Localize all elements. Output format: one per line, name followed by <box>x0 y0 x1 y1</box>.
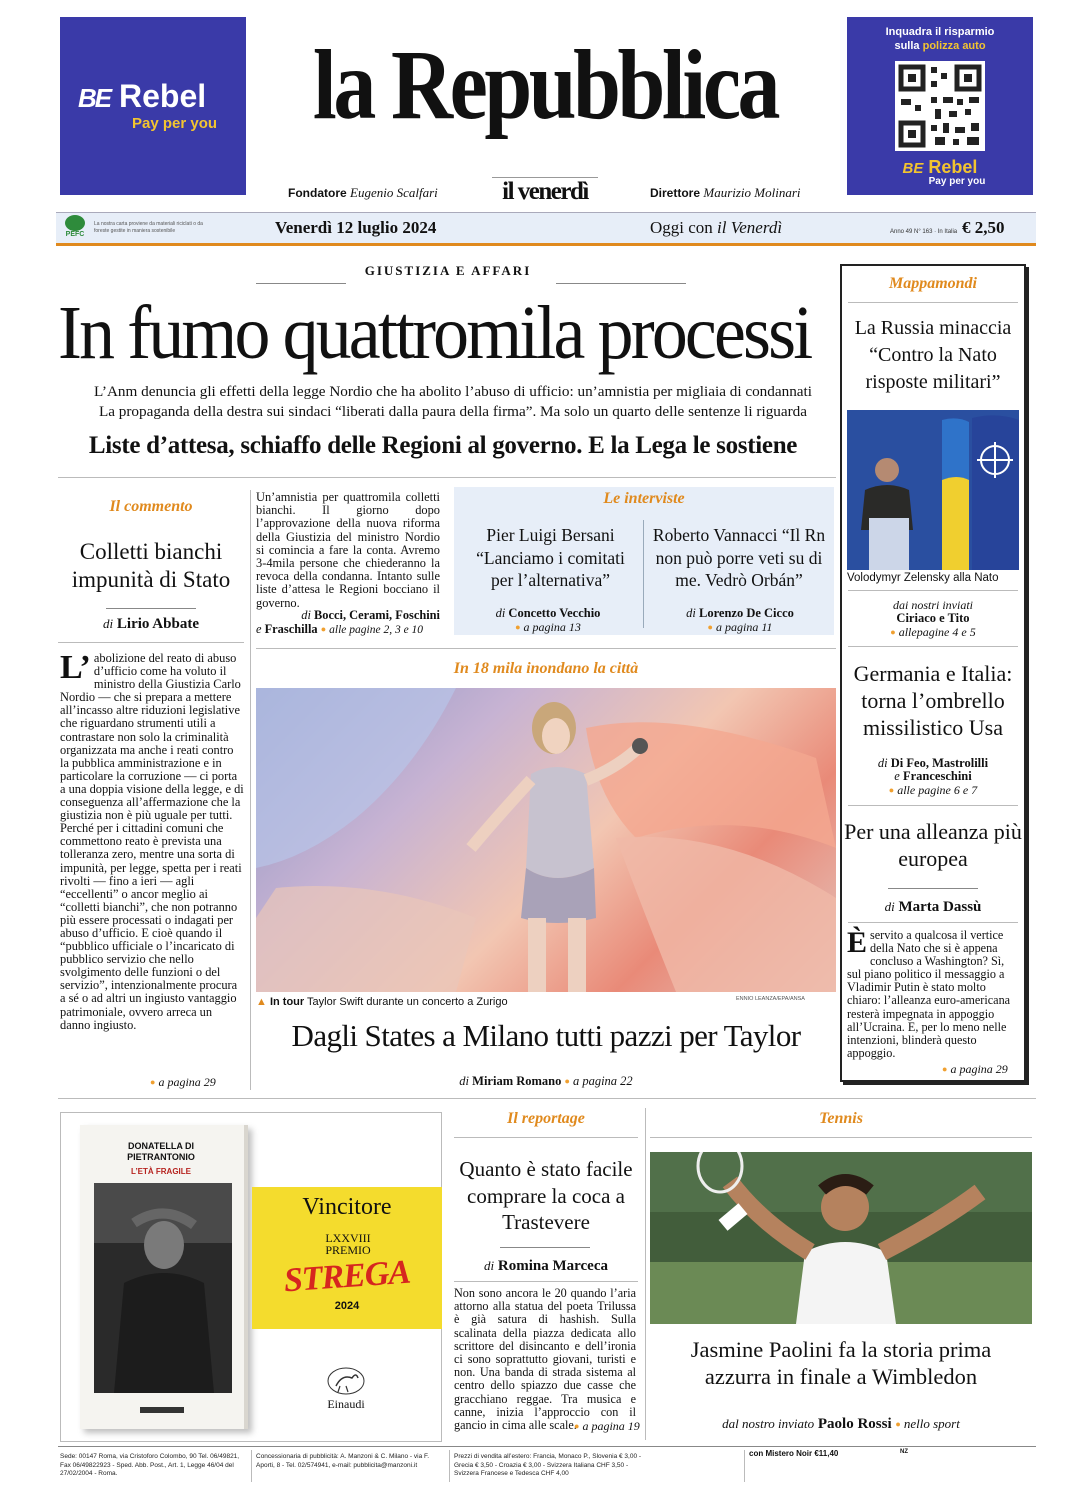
summary-by: di <box>301 608 311 622</box>
mappamondi-by-2: di <box>877 756 888 770</box>
summary-authors[interactable]: Bocci, Cerami, Foschini <box>314 608 440 622</box>
rebel-ad-right[interactable] <box>847 17 1033 195</box>
zelensky-photo[interactable] <box>847 410 1019 570</box>
reportage-page[interactable]: ● a pagina 19 <box>574 1419 640 1434</box>
taylor-page[interactable]: ● a pagina 22 <box>565 1074 633 1088</box>
mappamondi-pages-2[interactable]: ● alle pagine 6 e 7 <box>842 783 1024 798</box>
commento-body: L’ abolizione del reato di abuso d’ufficio come ha voluto il ministro della Giustizia Carlo Nordio — che si prepara a mettere all’incasso altre riduzioni legislative che riguardano strumenti utili a contrastare non solo la criminalità organizzata ma anche i reati contro la pubblica amministrazione e in particolare la corruzione — ci porta a una doppia visione della legge, e di conseguenza all’affermazione che la giustizia non è più uguale per tutti. Perché per i cittadini comuni che commettono reato è prevista una tolleranza zero, mentre una sorta di impunità, per legge, spetta per i reati rivolti — fino a ieri — agli “eccellenti” o ancor meglio ai “colletti bianchi”, che non potranno più essere processati o indagati per abuso d’ufficio. E cioè quando il “pubblico ufficiale o l’incaricato di pubblico servizio che nello svolgimento delle funzioni o del servizio”, intenzionalmente procura a sé o ad altri un ingiusto vantaggio patrimoniale, ovvero arreca un danno ingiusto. <box>60 649 244 1032</box>
reportage-author[interactable]: Romina Marceca <box>497 1258 608 1274</box>
mappamondi-headline[interactable]: La Russia minaccia “Contro la Nato risposte militari” <box>854 317 1012 393</box>
commento-by: di <box>103 616 114 631</box>
book-cover-photo <box>94 1183 232 1393</box>
lead-section-label: GIUSTIZIA E AFFARI <box>364 263 532 278</box>
commento-author[interactable]: Lirio Abbate <box>116 616 199 632</box>
book-title: L’ETÀ FRAGILE <box>131 1167 191 1176</box>
interviste-kicker: Le interviste <box>603 490 685 507</box>
taylor-caption: Taylor Swift durante un concerto a Zurigo <box>307 996 508 1008</box>
rebel-tagline: Pay per you <box>132 115 218 132</box>
interview-left-by: di <box>495 606 506 620</box>
director-name: Maurizio Molinari <box>703 185 801 200</box>
masthead-title: la Repubblica <box>312 29 778 140</box>
taylor-author[interactable]: Miriam Romano <box>472 1074 562 1088</box>
pefc-text: La nostra carta proviene da materiali riciclati o da foreste gestite in maniera sostenibile <box>94 221 203 234</box>
taylor-headline[interactable]: Dagli States a Milano tutti pazzi per Taylor <box>291 1018 801 1053</box>
reportage-by: di <box>484 1258 495 1273</box>
second-headline[interactable]: Liste d’attesa, schiaffo delle Regioni al governo. E la Lega le sostiene <box>88 432 798 459</box>
mappamondi-by-3: di <box>884 899 895 914</box>
rebel-tagline-small: Pay per you <box>928 176 986 187</box>
ad-line-2-highlight: polizza auto <box>922 40 986 52</box>
lead-deck-2: La propaganda della destra sui sindaci “liberati dalla paura della firma”. Ma solo un quarto delle sentenze li riguarda <box>98 403 808 420</box>
strega-winner: Vincitore <box>302 1194 392 1220</box>
rebel-brand: Rebel <box>119 78 207 114</box>
footer-concessionaria: Concessionaria di pubblicità: A. Manzoni & C. Milano - via F. Aporti, 8 - Tel. 02/574941, e-mail: pubblicita@manzoni.it <box>256 1453 430 1469</box>
tennis-author[interactable]: Paolo Rossi <box>817 1416 892 1432</box>
jasmine-paolini-photo[interactable] <box>650 1152 1032 1324</box>
price: € 2,50 <box>962 218 1005 237</box>
lead-headline[interactable]: In fumo quattromila processi <box>58 291 811 375</box>
interview-left-author[interactable]: Concetto Vecchio <box>508 606 601 620</box>
mappamondi-authors[interactable]: Ciriaco e Tito <box>896 611 970 625</box>
mappamondi-page-3[interactable]: ● a pagina 29 <box>942 1062 1008 1077</box>
mappamondi-pages[interactable]: ● allepagine 4 e 5 <box>842 625 1024 640</box>
reportage-kicker: Il reportage <box>507 1110 585 1127</box>
taylor-caption-label: In tour <box>269 996 305 1008</box>
rebel-brand-small: Rebel <box>928 157 978 177</box>
mappamondi-authors-2[interactable]: Di Feo, Mastrolilli <box>890 756 989 770</box>
interview-right-by: di <box>686 606 696 620</box>
mappamondi-author-3[interactable]: Marta Dassù <box>898 899 982 915</box>
footer-prezzi: Prezzi di vendita all’estero: Francia, Monaco P., Slovenia € 3,00 - Grecia € 3,50 - Croazia € 3,00 - Svizzera Italiana CHF 3,50 - Svizzera Francese e Tedesca CHF 4,00 <box>454 1453 642 1477</box>
tennis-by: dal nostro inviato <box>722 1416 815 1431</box>
mappamondi-authors-2b-prefix: e <box>894 769 900 783</box>
interview-right-quote[interactable]: Roberto Vannacci “Il Rn non può porre veti su di me. Vedrò Orbán” <box>652 525 826 590</box>
strega-edition: LXXVIII PREMIO <box>325 1231 371 1257</box>
commento-dropcap: L’ <box>60 649 91 686</box>
taylor-swift-photo[interactable] <box>256 688 836 992</box>
summary-authors2[interactable]: Fraschilla <box>264 622 318 636</box>
commento-page[interactable]: ● a pagina 29 <box>150 1075 216 1090</box>
einaudi-ostrich-icon <box>326 1366 366 1396</box>
strega-year: 2024 <box>334 1300 360 1312</box>
founder-label: Fondatore <box>288 186 347 200</box>
ad-line-1: Inquadra il risparmio <box>885 26 995 38</box>
mappamondi-dropcap: È <box>847 926 868 959</box>
interview-left-page[interactable]: ● a pagina 13 <box>458 620 638 635</box>
taylor-kicker: In 18 mila inondano la città <box>453 660 639 677</box>
venerdi-insert-logo[interactable]: il venerdì <box>492 177 598 206</box>
pefc-logo: PEFC <box>60 215 90 243</box>
footer-sede: Sede: 00147 Roma, via Cristoforo Colombo, 90 Tel. 06/49821, Fax 06/49822923 - Sped. Abb. Post., Art. 1, Legge 46/04 del 27/02/2004 - Roma. <box>60 1453 240 1477</box>
reportage-headline[interactable]: Quanto è stato facile comprare la coca a Trastevere <box>459 1157 633 1234</box>
lead-summary: Un’amnistia per quattromila colletti bianchi. Il giorno dopo l’approvazione della nuova riforma della Giustizia del ministro Nordio si comincia a fare la conta. Avremo 3-4mila persone che chiederanno la revoca della condanna. Intanto sulle liste d’attesa le Regioni bocciano il governo. <box>256 490 440 610</box>
mappamondi-authors-2b[interactable]: Franceschini <box>902 769 972 783</box>
commento-kicker: Il commento <box>109 498 193 515</box>
founder-name: Eugenio Scalfari <box>350 185 438 200</box>
book-cover[interactable] <box>80 1125 248 1429</box>
reportage-body: Non sono ancora le 20 quando l’aria attorno alla statua del poeta Trilussa è già satura di hashish. Sulla scalinata della piazza dedicata allo scrittore del disincanto e dell’ironia ci sono soprattutto giovani, turisti e non. Una banda di strada sistema al centro dello spiazzo due casse che gracchiano reggae. Tra musica e canne, inizia l’approccio con il gancio in cima alle scale. <box>454 1286 636 1433</box>
mappamondi-by-label: dai nostri inviati <box>892 598 973 612</box>
book-author: DONATELLA DI PIETRANTONIO <box>127 1141 195 1162</box>
director-label: Direttore <box>650 186 701 200</box>
issue-date: Venerdì 12 luglio 2024 <box>275 218 437 237</box>
issue-info: Anno 49 N° 163 · In Italia <box>890 229 958 235</box>
mappamondi-body-3: È servito a qualcosa il vertice della Nato che si è appena concluso a Washington? Sì, sul piano politico il messaggio a Vladimir Putin è stato molto chiaro: l’alleanza euro-americana resterà impegnata in appoggio all’Ucraina. E, per lo meno nelle intenzioni, blinderà questo appoggio. <box>847 926 1011 1060</box>
interview-right-page[interactable]: ● a pagina 11 <box>648 620 832 635</box>
mappamondi-headline-3[interactable]: Per una alleanza più europea <box>844 819 1022 871</box>
tennis-page[interactable]: ● nello sport <box>895 1416 959 1431</box>
interview-right-author[interactable]: Lorenzo De Cicco <box>698 606 794 620</box>
tennis-kicker: Tennis <box>819 1110 863 1127</box>
rebel-ad-left[interactable] <box>60 17 246 195</box>
strega-prize: STREGA <box>282 1253 412 1300</box>
taylor-by: di <box>459 1074 470 1088</box>
rebel-logo-mark: BE <box>78 83 111 113</box>
commento-headline[interactable]: Colletti bianchi impunità di Stato <box>71 539 231 592</box>
footer-code: NZ <box>900 1449 908 1455</box>
einaudi-publisher: Einaudi <box>327 1397 365 1411</box>
today-with-prefix: Oggi con <box>650 218 713 237</box>
taylor-photo-credit: ENNIO LEANZA/EPA/ANSA <box>736 996 805 1002</box>
qr-code-icon[interactable] <box>895 61 985 151</box>
summary-pages[interactable]: ● alle pagine 2, 3 e 10 <box>321 624 423 636</box>
caption-triangle-icon: ▲ <box>256 996 267 1008</box>
lead-deck-1: L’Anm denuncia gli effetti della legge Nordio che ha abolito l’abuso di ufficio: un’amnistia per migliaia di condannati <box>94 383 812 400</box>
today-with-name: il Venerdì <box>717 218 783 237</box>
tennis-headline[interactable]: Jasmine Paolini fa la storia prima azzurra in finale a Wimbledon <box>690 1337 992 1389</box>
rebel-logo-mark-small: BE <box>902 160 924 177</box>
mappamondi-kicker: Mappamondi <box>888 275 977 292</box>
footer-mistero: con Mistero Noir €11,40 <box>749 1449 839 1458</box>
summary-authors2-prefix: e <box>256 622 262 636</box>
interview-left-quote[interactable]: Pier Luigi Bersani “Lanciamo i comitati per l’alternativa” <box>476 525 625 590</box>
zelensky-caption: Volodymyr Zelensky alla Nato <box>847 572 999 584</box>
mappamondi-headline-2[interactable]: Germania e Italia: torna l’ombrello missilistico Usa <box>853 661 1013 740</box>
ad-line-2-prefix: sulla <box>894 40 920 52</box>
